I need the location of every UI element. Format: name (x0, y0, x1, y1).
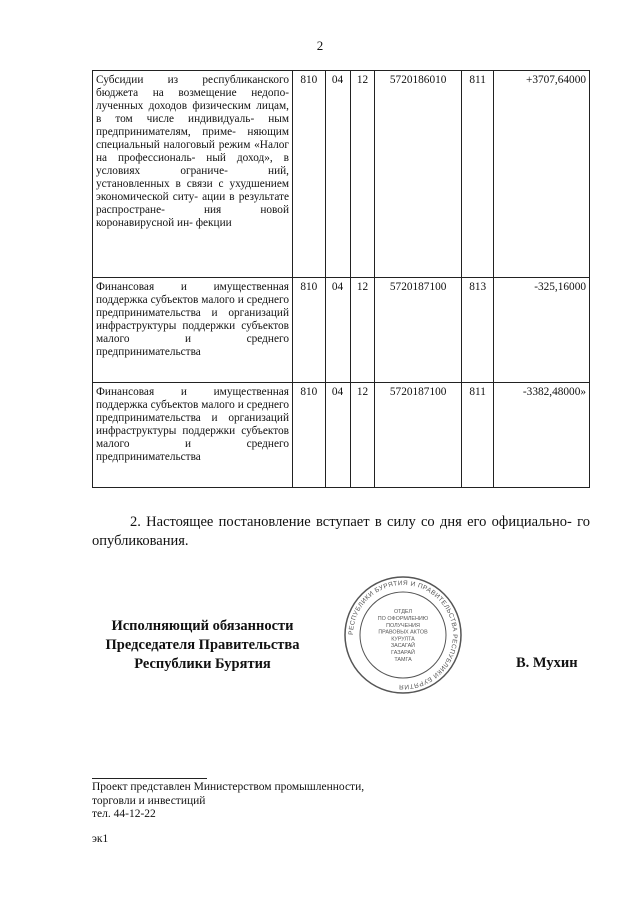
code-cell: 810 (293, 71, 326, 278)
row-description: Финансовая и имущественная поддержка субъектов малого и среднего предпринимательства и организаций инфраструктуры поддержки субъектов малого и среднего предпринимательства (93, 383, 293, 488)
seal-inner-text: ПО ОФОРМЛЕНИЮ (377, 616, 429, 622)
code-cell: 810 (293, 383, 326, 488)
signatory-title (80, 617, 325, 674)
seal-inner-text: ТАМГА (394, 656, 412, 663)
code-cell: 811 (461, 383, 494, 488)
table-row (93, 383, 590, 488)
footer-line: торговли и инвестиций (92, 794, 206, 807)
table-row (93, 71, 590, 278)
signatory-name: В. Мухин (516, 655, 578, 671)
code-cell: 12 (350, 383, 375, 488)
signatory-title-line: Председателя Правительства (105, 637, 300, 653)
code-cell: 811 (461, 71, 494, 278)
code-cell: 12 (350, 71, 375, 278)
footer-note (92, 781, 364, 822)
seal-inner-text: ЗАСАГАЙ (390, 643, 416, 650)
budget-table (92, 70, 590, 488)
footer-line: тел. 44-12-22 (92, 808, 156, 820)
code-cell: 04 (325, 278, 350, 383)
document-code: эк1 (92, 833, 109, 845)
amount-cell: -325,16000 (494, 278, 590, 383)
table-row (93, 278, 590, 383)
seal-inner-text: ГАЗАРАЙ (391, 650, 415, 656)
row-description: Субсидии из республиканского бюджета на возмещение недопо- лученных доходов физическим лицам, в том числе индивидуаль- ным предпринимателям, приме- няющим специальный налоговый режим «Налог на профессиональ- ный доход», в условиях ограниче- ний, установленных в связи с ухудшением экономической ситу- ации в результате распростране- ния новой коронавирусной ин- фекции (93, 71, 293, 278)
seal-inner-text: ПРАВОВЫХ АКТОВ (378, 629, 428, 636)
signatory-title-line: Республики Бурятия (134, 656, 271, 672)
code-cell: 5720186010 (375, 71, 461, 278)
code-cell: 04 (325, 71, 350, 278)
code-cell: 12 (350, 278, 375, 383)
code-cell: 04 (325, 383, 350, 488)
seal-outer-text: РЕСПУБЛИКИ БУРЯТИЯ И ПРАВИТЕЛЬСТВА РЕСПУБЛИКИ БУРЯТИЯ (347, 579, 459, 691)
code-cell: 5720187100 (375, 278, 461, 383)
amount-cell: -3382,48000» (494, 383, 590, 488)
official-seal (343, 575, 463, 695)
footer-divider (92, 778, 207, 779)
footer-line: Проект представлен Министерством промышленности, (92, 781, 365, 793)
seal-inner-text: КУРУЛТА (391, 636, 415, 643)
effective-date-paragraph: 2. Настоящее постановление вступает в силу со дня его официально- го опубликования. (92, 514, 590, 549)
page-number: 2 (316, 38, 324, 53)
seal-inner-text: ОТДЕЛ (393, 609, 413, 616)
seal-inner-text: ПОЛУЧЕНИЯ (386, 622, 420, 629)
signatory-title-line: Исполняющий обязанности (111, 618, 294, 634)
code-cell: 813 (461, 278, 494, 383)
code-cell: 5720187100 (375, 383, 461, 488)
amount-cell: +3707,64000 (494, 71, 590, 278)
code-cell: 810 (293, 278, 326, 383)
row-description: Финансовая и имущественная поддержка субъектов малого и среднего предпринимательства и организаций инфраструктуры поддержки субъектов малого и среднего предпринимательства (93, 278, 293, 383)
